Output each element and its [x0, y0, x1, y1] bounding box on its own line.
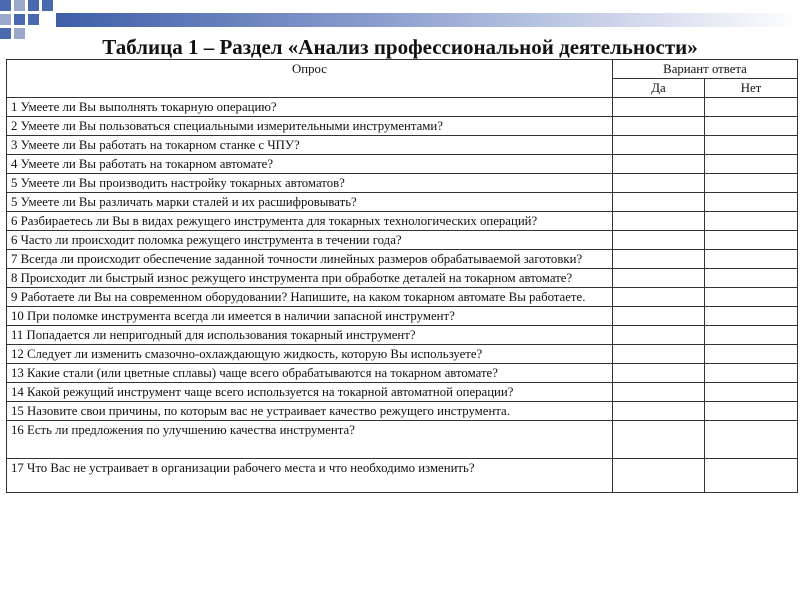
answer-yes-cell[interactable]	[613, 193, 705, 212]
answer-yes-cell[interactable]	[613, 269, 705, 288]
table-row	[7, 193, 798, 212]
answer-no-cell[interactable]	[705, 136, 798, 155]
question-cell: 4 Умеете ли Вы работать на токарном автомате?	[7, 155, 613, 174]
answer-yes-cell[interactable]	[613, 212, 705, 231]
answer-yes-cell[interactable]	[613, 421, 705, 459]
decor-square	[42, 0, 53, 11]
answer-no-cell[interactable]	[705, 307, 798, 326]
answer-no-cell[interactable]	[705, 174, 798, 193]
answer-no-cell[interactable]	[705, 269, 798, 288]
table-row	[7, 459, 798, 493]
answer-yes-cell[interactable]	[613, 155, 705, 174]
answer-yes-cell[interactable]	[613, 231, 705, 250]
table-row	[7, 212, 798, 231]
answer-yes-cell[interactable]	[613, 288, 705, 307]
answer-no-cell[interactable]	[705, 250, 798, 269]
question-cell: 3 Умеете ли Вы работать на токарном станке с ЧПУ?	[7, 136, 613, 155]
table-row	[7, 288, 798, 307]
page-title: Таблица 1 – Раздел «Анализ профессиональной деятельности»	[102, 35, 698, 59]
question-cell: 6 Разбираетесь ли Вы в видах режущего инструмента для токарных технологических операций?	[7, 212, 613, 231]
question-cell: 8 Происходит ли быстрый износ режущего инструмента при обработке деталей на токарном автомате?	[7, 269, 613, 288]
answer-yes-cell[interactable]	[613, 459, 705, 493]
table-row	[7, 98, 798, 117]
answer-yes-cell[interactable]	[613, 383, 705, 402]
decor-square	[28, 14, 39, 25]
answer-yes-cell[interactable]	[613, 326, 705, 345]
decor-square	[14, 0, 25, 11]
table-row	[7, 364, 798, 383]
answer-yes-cell[interactable]	[613, 98, 705, 117]
answer-no-cell[interactable]	[705, 326, 798, 345]
answer-no-cell[interactable]	[705, 364, 798, 383]
question-cell: 14 Какой режущий инструмент чаще всего используется на токарной автоматной операции?	[7, 383, 613, 402]
answer-yes-cell[interactable]	[613, 364, 705, 383]
answer-yes-cell[interactable]	[613, 174, 705, 193]
decor-square	[0, 0, 11, 11]
answer-yes-cell[interactable]	[613, 402, 705, 421]
answer-no-cell[interactable]	[705, 459, 798, 493]
table-row	[7, 326, 798, 345]
answer-no-cell[interactable]	[705, 212, 798, 231]
answer-no-cell[interactable]	[705, 98, 798, 117]
question-cell: 17 Что Вас не устраивает в организации рабочего места и что необходимо изменить?	[7, 459, 613, 493]
table-row	[7, 155, 798, 174]
answer-no-cell[interactable]	[705, 421, 798, 459]
question-cell: 13 Какие стали (или цветные сплавы) чаще всего обрабатываются на токарном автомате?	[7, 364, 613, 383]
table-row	[7, 250, 798, 269]
table-row	[7, 174, 798, 193]
answer-no-cell[interactable]	[705, 345, 798, 364]
answer-yes-cell[interactable]	[613, 250, 705, 269]
answer-no-cell[interactable]	[705, 231, 798, 250]
table-row	[7, 345, 798, 364]
question-cell: 5 Умеете ли Вы производить настройку токарных автоматов?	[7, 174, 613, 193]
question-cell: 15 Назовите свои причины, по которым вас не устраивает качество режущего инструмента.	[7, 402, 613, 421]
table-row	[7, 231, 798, 250]
table-row	[7, 269, 798, 288]
question-cell: 6 Часто ли происходит поломка режущего инструмента в течении года?	[7, 231, 613, 250]
column-header-no: Нет	[705, 79, 798, 98]
question-cell: 9 Работаете ли Вы на современном оборудовании? Напишите, на каком токарном автомате Вы работаете.	[7, 288, 613, 307]
answer-yes-cell[interactable]	[613, 117, 705, 136]
table-row	[7, 383, 798, 402]
answer-no-cell[interactable]	[705, 155, 798, 174]
column-header-answer: Вариант ответа	[613, 60, 798, 79]
answer-no-cell[interactable]	[705, 288, 798, 307]
answer-yes-cell[interactable]	[613, 136, 705, 155]
column-header-question: Опрос	[7, 60, 613, 98]
answer-no-cell[interactable]	[705, 402, 798, 421]
question-cell: 1 Умеете ли Вы выполнять токарную операцию?	[7, 98, 613, 117]
answer-no-cell[interactable]	[705, 117, 798, 136]
question-cell: 11 Попадается ли непригодный для использования токарный инструмент?	[7, 326, 613, 345]
answer-no-cell[interactable]	[705, 383, 798, 402]
header-decoration	[0, 0, 800, 38]
question-cell: 5 Умеете ли Вы различать марки сталей и их расшифровывать?	[7, 193, 613, 212]
survey-table	[6, 59, 798, 493]
question-cell: 16 Есть ли предложения по улучшению качества инструмента?	[7, 421, 613, 459]
table-row	[7, 421, 798, 459]
table-row	[7, 402, 798, 421]
answer-yes-cell[interactable]	[613, 345, 705, 364]
table-row	[7, 136, 798, 155]
answer-yes-cell[interactable]	[613, 307, 705, 326]
question-cell: 7 Всегда ли происходит обеспечение заданной точности линейных размеров обрабатываемой заготовки?	[7, 250, 613, 269]
question-cell: 2 Умеете ли Вы пользоваться специальными измерительными инструментами?	[7, 117, 613, 136]
decor-square	[14, 14, 25, 25]
question-cell: 10 При поломке инструмента всегда ли имеется в наличии запасной инструмент?	[7, 307, 613, 326]
decor-square	[28, 0, 39, 11]
question-cell: 12 Следует ли изменить смазочно-охлаждающую жидкость, которую Вы используете?	[7, 345, 613, 364]
decor-gradient-bar	[56, 13, 800, 27]
answer-no-cell[interactable]	[705, 193, 798, 212]
table-row	[7, 117, 798, 136]
table-row	[7, 307, 798, 326]
decor-square	[0, 14, 11, 25]
column-header-yes: Да	[613, 79, 705, 98]
